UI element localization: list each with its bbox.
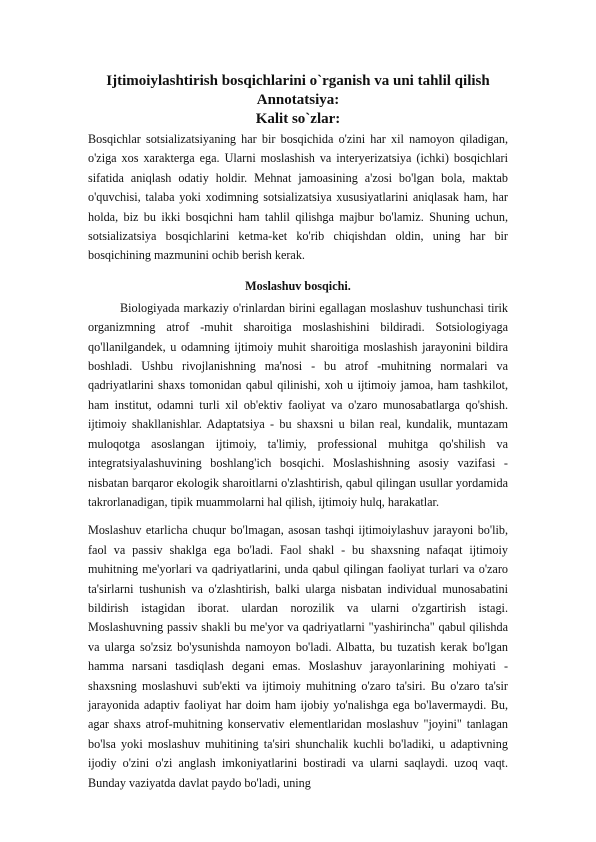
body-paragraph: Biologiyada markaziy o'rinlardan birini egallagan moslashuv tushunchasi tirik organizmning atrof -muhit sharoitiga moslashishini bildiradi. Sotsiologiyaga qo'llanilgandek, u odamning ijtimoiy muhit sharoitiga moslashish jarayonini bildira boshladi. Ushbu rivojlanishning ma'nosi - bu atrof -muhitning normalari va qadriyatlarini shaxs tomonidan qabul qilinishi, xoh u ijtimoiy jamoa, ham tashkilot, ham institut, odamni turli xil ob'ektiv faoliyat va o'zaro munosabatlarga qo'shish. ijtimoiy shakllanishlar. Adaptatsiya - bu shaxsni u bilan real, kundalik, muntazam muloqotga asoslangan ijtimoiy, ta'limiy, professional muhitga qo'shilish va integratsiyalashuvining boshlang'ich bosqichi. Moslashishning asosiy vazifasi - nisbatan barqaror ekologik sharoitlarni o'zlashtirish, qabul qilingan usullar yordamida takrorlanadigan, tipik muammolarni hal qilish, ijtimoiy hulq, harakatlar.: [88, 300, 508, 509]
document-page: [88, 72, 508, 793]
document-title: Ijtimoiylashtirish bosqichlarini o`rganish va uni tahlil qilish: [106, 73, 490, 89]
annotation-heading: Annotatsiya:: [256, 92, 340, 108]
body-paragraph: Moslashuv etarlicha chuqur bo'lmagan, asosan tashqi ijtimoiylashuv jarayoni bo'lib, faol va passiv shaklga ega bo'ladi. Faol shakl - bu shaxsning nafaqat ijtimoiy muhitning me'yorlari va qadriyatlarini, unda qabul qilingan faoliyat turlari va o'zaro ta'sirlarni tushunish va o'zlashtirish, balki ularga nisbatan individual munosabatini bildirish istagidan iborat. ulardan norozilik va ularni o'zgartirish istagi. Moslashuvning passiv shakli bu me'yor va qadriyatlarni "yashirincha" qabul qilishda va ularga so'zsiz bo'ysunishda namoyon bo'ladi. Albatta, bu tuzatish kerak bo'lgan hamma narsani tasdiqlash degani emas. Moslashuv jarayonlarining mohiyati - shaxsning moslashuvi sub'ekti va ijtimoiy muhitning o'zaro ta'siri. Bu o'zaro ta'sir jarayonida adaptiv faoliyat har doim ham ijobiy yo'nalishga ega bo'lavermaydi. Bu, agar shaxs atrof-muhitning konservativ elementlaridan moslashuv "joyini" tanlagan bo'lsa yoki moslashuv muhitining ta'siri shunchalik kuchli bo'ladiki, u adaptivning ijodiy o'zini o'zi anglash imkoniyatlarini bostiradi va ularni saqlaydi. uzoq vaqt. Bunday vaziyatda davlat paydo bo'ladi, uning: [88, 523, 508, 790]
section-title: Moslashuv bosqichi.: [245, 278, 351, 293]
intro-paragraph: Bosqichlar sotsializatsiyaning har bir bosqichida o'zini har xil namoyon qiladigan, o'ziga xos xarakterga ega. Ularni moslashish va interyerizatsiya (ichki) bosqichlari sifatida aniqlash odatiy holdir. Mehnat jamoasining a'zosi bo'lgan bola, maktab o'quvchisi, talaba yoki xodimning sotsializatsiya xususiyatlarini aniqlasak ham, har holda, biz bu ikki bosqichni ham tahlil qilishga majbur bo'lamiz. Shuning uchun, sotsializatsiya bosqichlarini ketma-ket ko'rib chiqishdan oldin, uning har bir bosqichining mazmunini ochib berish kerak.: [88, 132, 508, 263]
keywords-heading: Kalit so`zlar:: [255, 111, 341, 127]
